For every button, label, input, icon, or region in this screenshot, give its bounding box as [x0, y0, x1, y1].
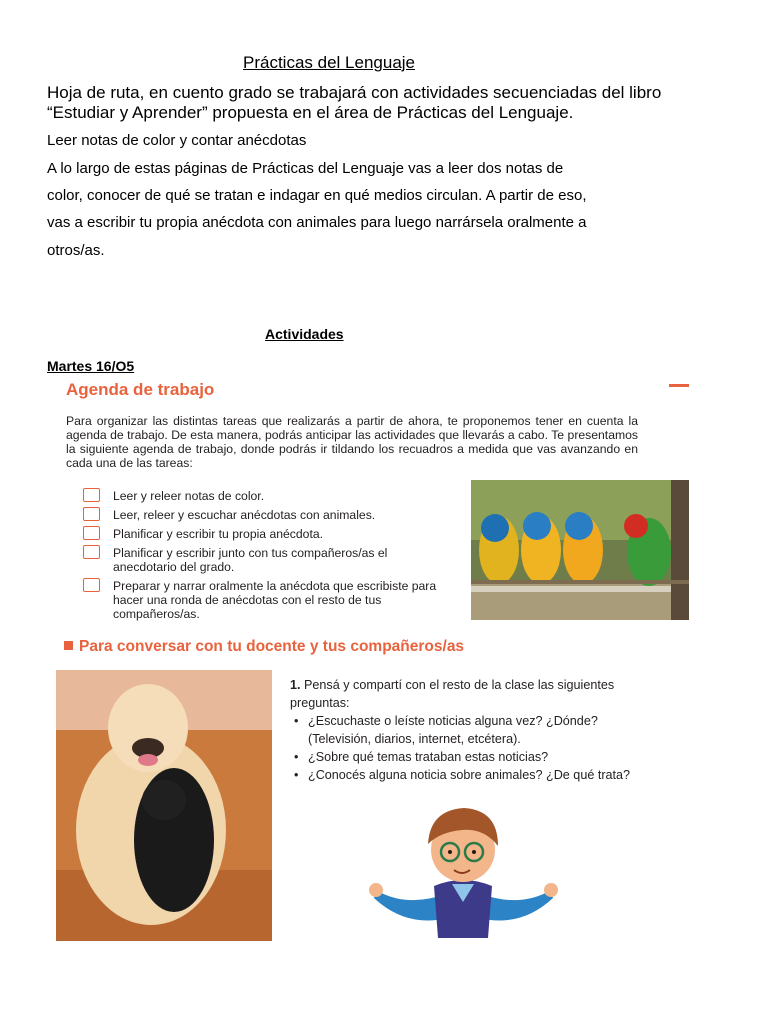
task-label: Leer y releer notas de color. [113, 489, 265, 503]
subtitle: Leer notas de color y contar anécdotas [47, 132, 307, 149]
question-intro: Pensá y compartí con el resto de la clase las siguientes preguntas: [290, 678, 615, 710]
conversation-title-text: Para conversar con tu docente y tus compañeros/as [79, 638, 465, 655]
checkbox[interactable] [83, 526, 100, 540]
conversation-title [64, 638, 464, 656]
intro-text [47, 83, 747, 123]
paragraph-line-2: color, conocer de qué se tratan e indagar en qué medios circulan. A partir de eso, [47, 187, 587, 204]
checkbox[interactable] [83, 578, 100, 592]
accent-dash [669, 384, 689, 387]
intro-line-1: Hoja de ruta, en cuento grado se trabajará con actividades secuenciadas del libro [47, 83, 662, 102]
list-item: • ¿Escuchaste o leíste noticias alguna vez? ¿Dónde? (Televisión, diarios, internet, etcétera). [306, 712, 662, 748]
list-item: • ¿Conocés alguna noticia sobre animales? ¿De qué trata? [306, 766, 662, 784]
square-bullet-icon [64, 641, 73, 650]
task-label: Planificar y escribir tu propia anécdota. [113, 527, 324, 541]
paragraph-line-3: vas a escribir tu propia anécdota con animales para luego narrársela oralmente a [47, 214, 587, 231]
intro-line-2: “Estudiar y Aprender” propuesta en el área de Prácticas del Lenguaje. [47, 103, 574, 122]
task-label: Preparar y narrar oralmente la anécdota que escribiste para hacer una ronda de anécdotas con el resto de tus compañeros/as. [113, 579, 437, 621]
checkbox[interactable] [83, 545, 100, 559]
paragraph-line-4: otros/as. [47, 242, 105, 259]
questions-block [290, 676, 662, 784]
dog-and-cat-photo [56, 670, 272, 941]
parrots-photo [471, 480, 689, 620]
question-number: 1. [290, 678, 301, 692]
task-label: Planificar y escribir junto con tus compañeros/as el anecdotario del grado. [113, 546, 388, 574]
question-1 [290, 676, 662, 712]
question-list [290, 712, 662, 784]
checkbox[interactable] [83, 507, 100, 521]
document-title: Prácticas del Lenguaje [243, 53, 416, 72]
checkbox[interactable] [83, 488, 100, 502]
paragraph-line-1: A lo largo de estas páginas de Prácticas del Lenguaje vas a leer dos notas de [47, 160, 564, 177]
date-label: Martes 16/O5 [47, 358, 135, 374]
activities-heading: Actividades [265, 326, 344, 342]
agenda-intro: Para organizar las distintas tareas que realizarás a partir de ahora, te proponemos tener en cuenta la agenda de trabajo. De esta manera, podrás anticipar las actividades que llevarás a cabo. Te presentamos la siguiente agenda de trabajo, donde podrás ir tildando los recuadros a medida que vas avanzando en cada una de las tareas: [66, 414, 638, 470]
list-item: • ¿Sobre qué temas trataban estas noticias? [306, 748, 662, 766]
boy-illustration [366, 798, 561, 943]
agenda-title: Agenda de trabajo [66, 380, 215, 399]
task-label: Leer, releer y escuchar anécdotas con animales. [113, 508, 376, 522]
